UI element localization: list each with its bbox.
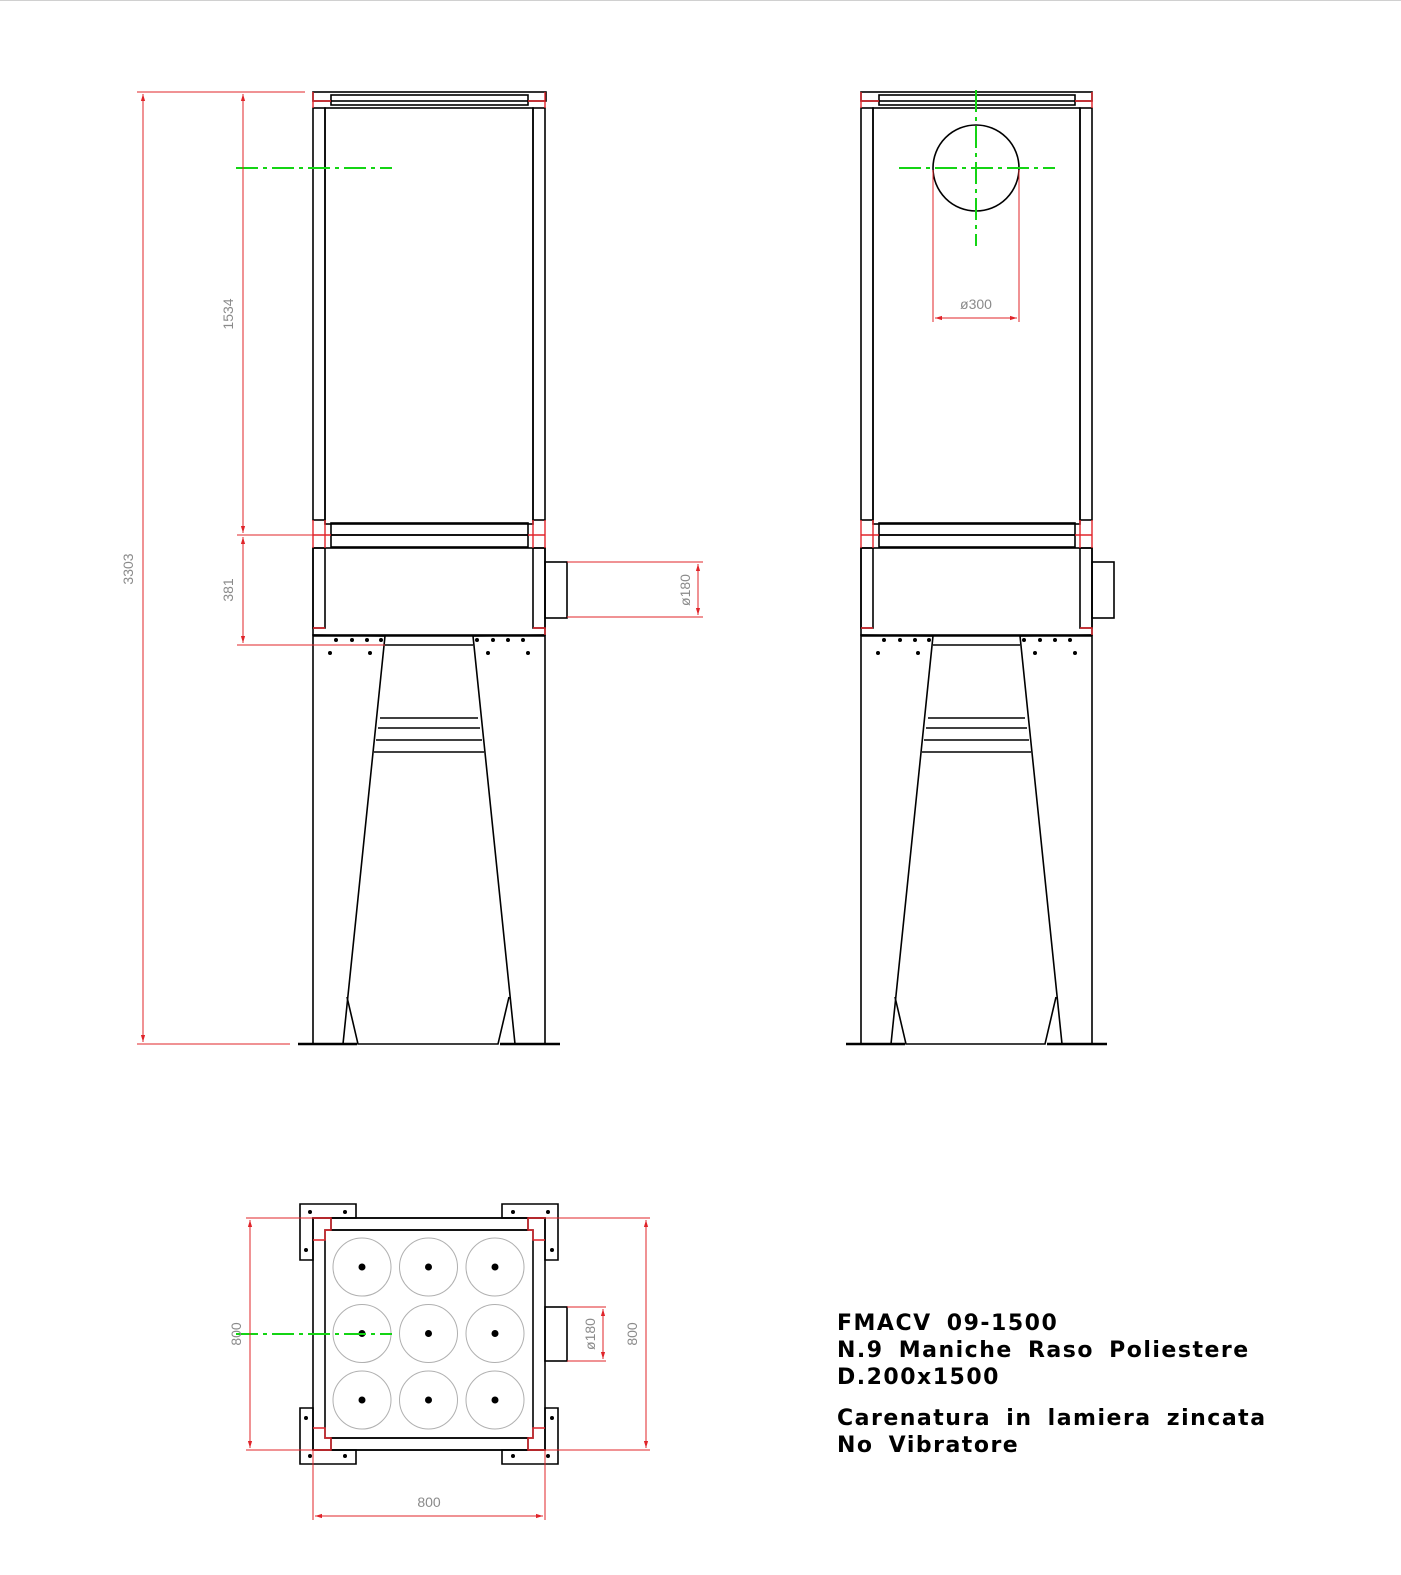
side-view bbox=[846, 92, 1114, 1044]
title-block bbox=[837, 1310, 1267, 1459]
front-flange-markers bbox=[313, 92, 545, 635]
dim-lower-height: 381 bbox=[220, 578, 236, 602]
filter-bag-center bbox=[425, 1264, 432, 1271]
filter-bag-center bbox=[492, 1330, 499, 1337]
dim-plan-depth-right: 800 bbox=[624, 1322, 640, 1346]
title-model: FMACV 09-1500 bbox=[837, 1311, 1059, 1336]
dim-outlet-plan: ø180 bbox=[582, 1318, 598, 1350]
title-vibrator: No Vibratore bbox=[837, 1433, 1020, 1458]
filter-bag-center bbox=[425, 1330, 432, 1337]
title-casing: Carenatura in lamiera zincata bbox=[837, 1406, 1267, 1431]
filter-bag-center bbox=[425, 1397, 432, 1404]
dim-plan-width: 800 bbox=[417, 1494, 441, 1510]
front-view bbox=[298, 92, 567, 1044]
front-dimensions bbox=[137, 92, 703, 1044]
dim-inlet-diameter: ø300 bbox=[960, 296, 992, 312]
filter-bag-center bbox=[492, 1264, 499, 1271]
dim-upper-height: 1534 bbox=[220, 298, 236, 330]
title-filter-size: D.200x1500 bbox=[837, 1365, 1000, 1390]
filter-bag-center bbox=[492, 1397, 499, 1404]
plan-dimensions bbox=[246, 1218, 650, 1520]
title-filters: N.9 Maniche Raso Poliestere bbox=[837, 1338, 1250, 1363]
plan-view bbox=[300, 1204, 567, 1464]
filter-bag-center bbox=[359, 1397, 366, 1404]
filter-bag-center bbox=[359, 1264, 366, 1271]
side-centerlines bbox=[899, 90, 1055, 246]
dim-outlet-side: ø180 bbox=[677, 574, 693, 606]
dim-total-height: 3303 bbox=[120, 553, 136, 585]
dim-plan-depth-left: 800 bbox=[228, 1322, 244, 1346]
title-spacer bbox=[837, 1391, 1267, 1405]
